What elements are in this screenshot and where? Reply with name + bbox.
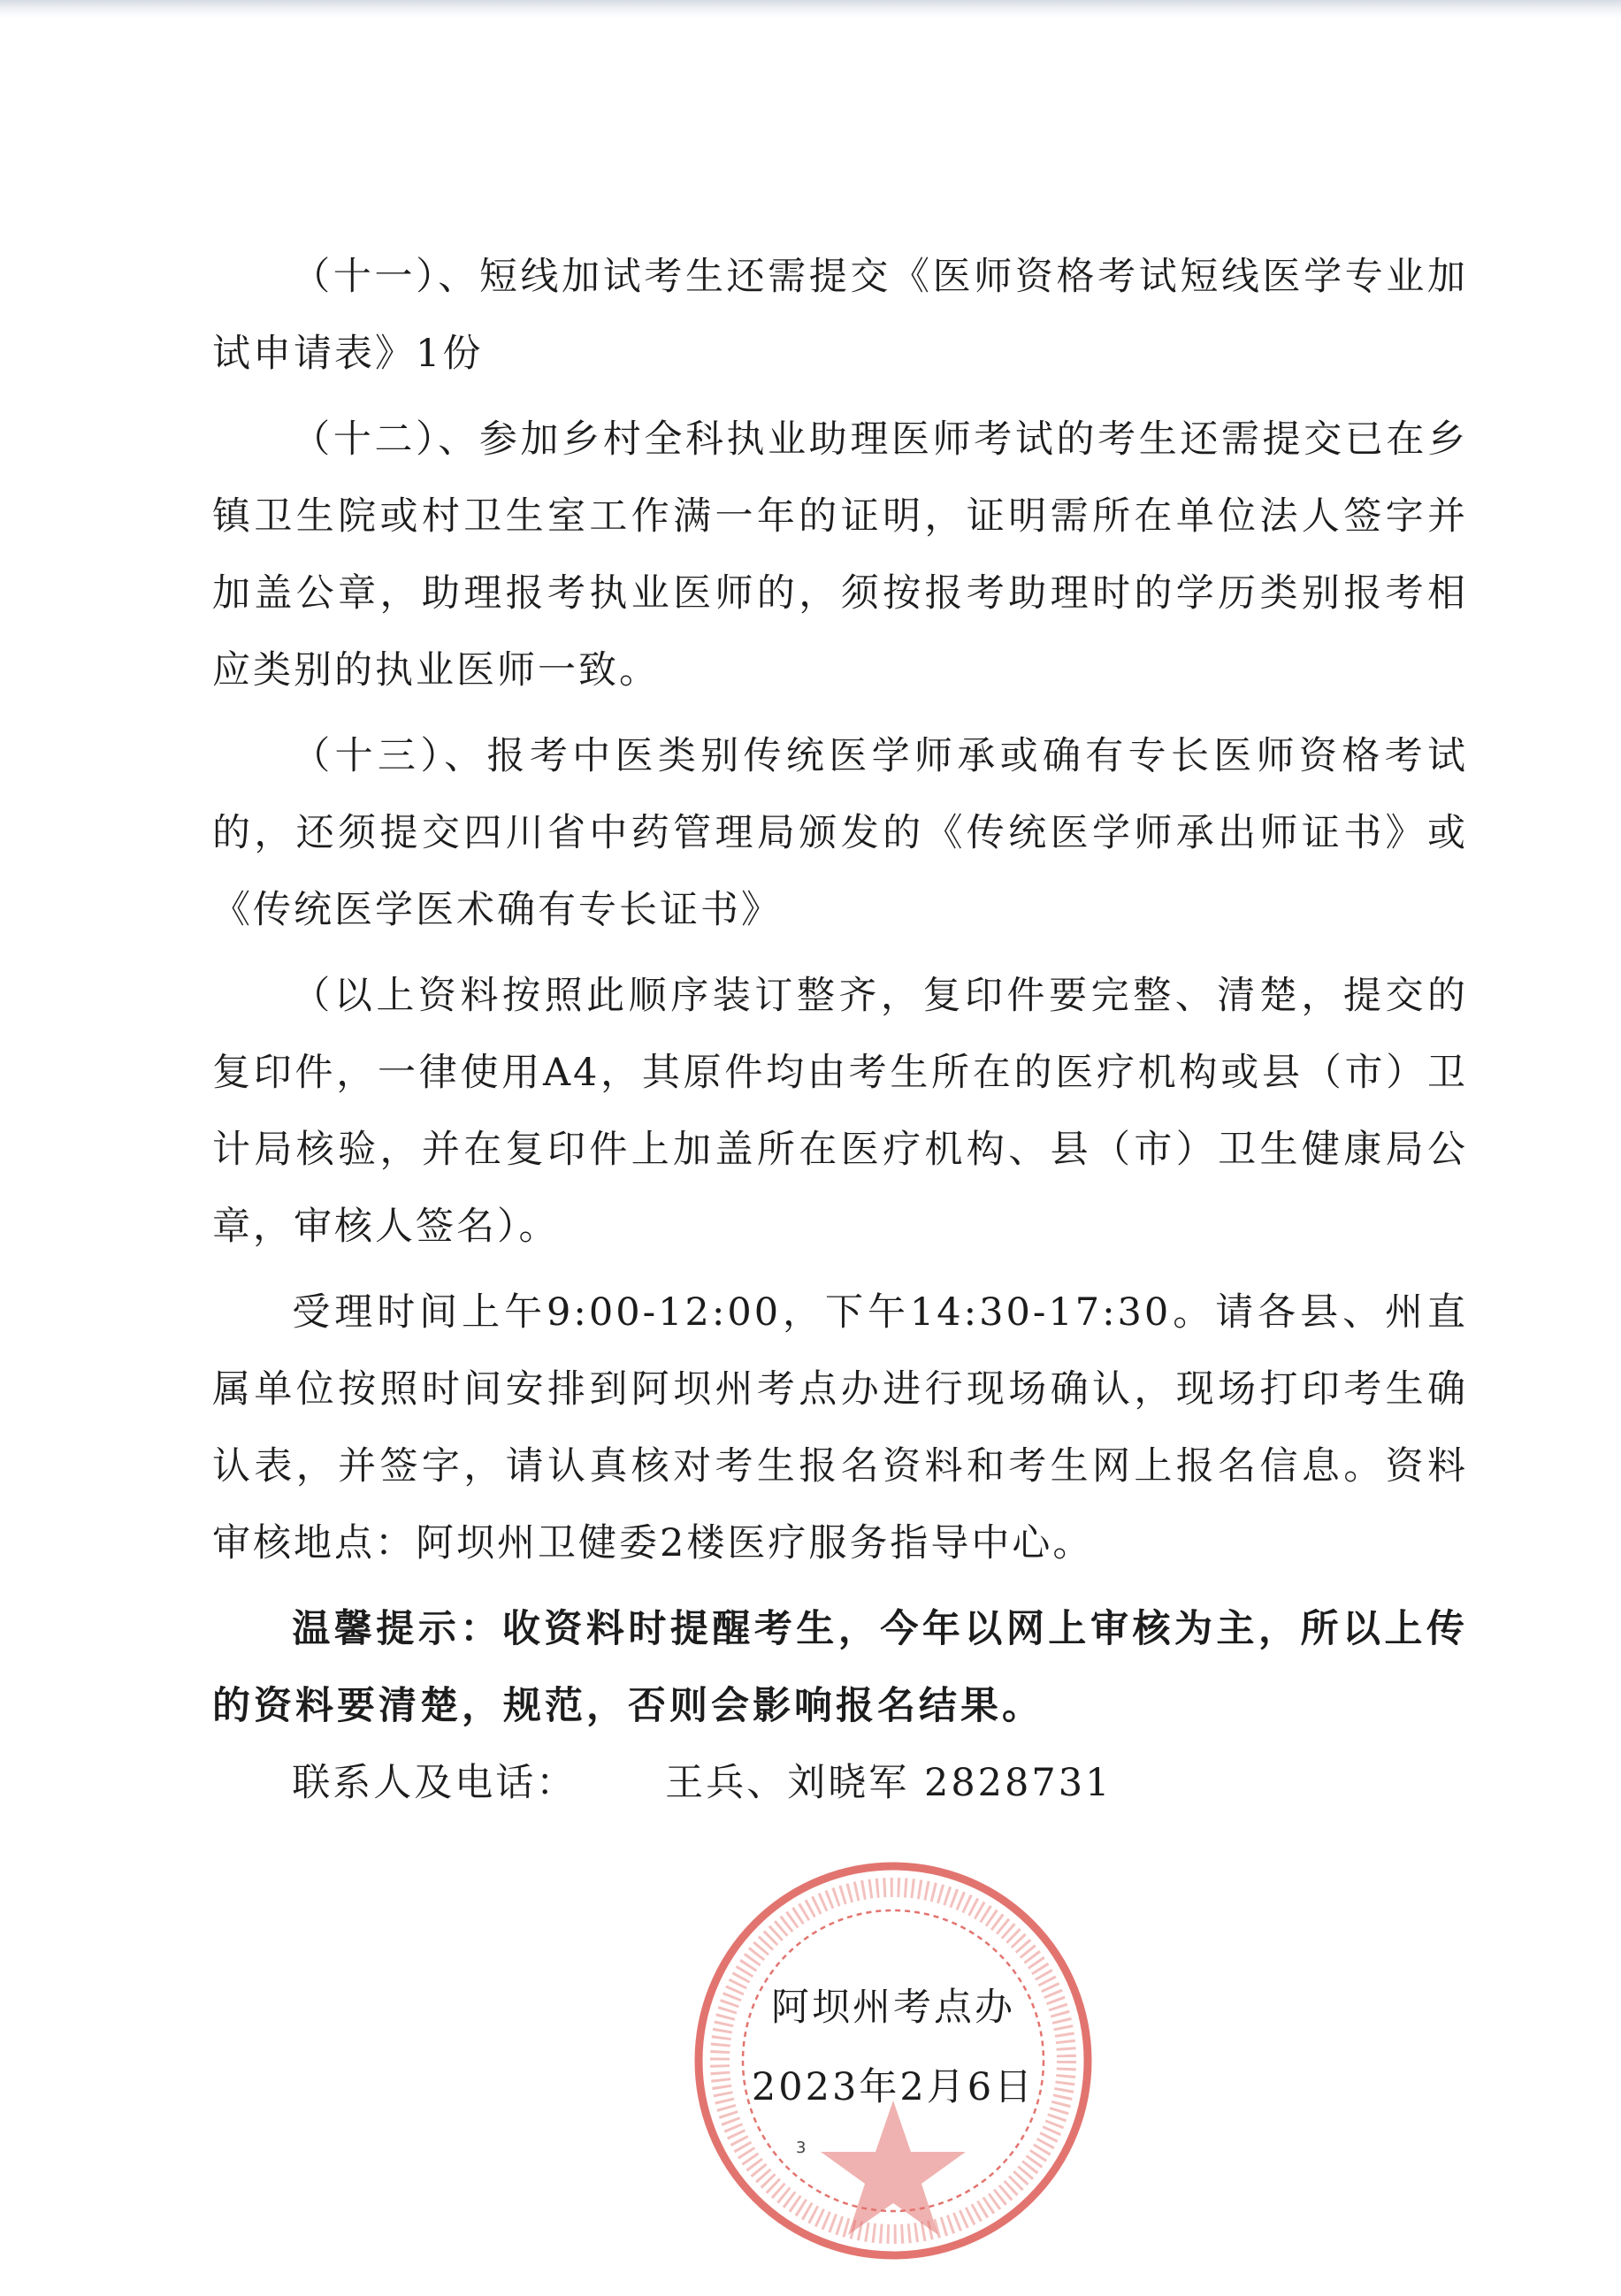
- signature-date: 2023年2月6日: [751, 2065, 1036, 2109]
- contact-value: 王兵、刘晓军 2828731: [665, 1761, 1113, 1805]
- signature-block: [707, 1968, 1079, 2127]
- tip-paragraph: 温馨提示：收资料时提醒考生，今年以网上审核为主，所以上传的资料要清楚，规范，否则会影响报名结果。: [212, 1607, 1468, 1728]
- paragraph-item-12: （十二）、参加乡村全科执业助理医师考试的考生还需提交已在乡镇卫生院或村卫生室工作满一年的证明，证明需所在单位法人签字并加盖公章，助理报考执业医师的，须按报考助理时的学历类别报考相应类别的执业医师一致。: [212, 417, 1468, 693]
- page-number: 3: [796, 2139, 807, 2157]
- scan-edge: [0, 0, 1621, 18]
- document-body: [212, 239, 1468, 1822]
- signature-org: 阿坝州考点办: [771, 1986, 1015, 2030]
- paragraph-item-11: （十一）、短线加试考生还需提交《医师资格考试短线医学专业加试申请表》1份: [212, 255, 1468, 376]
- paragraph-item-13: （十三）、报考中医类别传统医学师承或确有专长医师资格考试的，还须提交四川省中药管理局颁发的《传统医学师承出师证书》或《传统医学医术确有专长证书》: [212, 734, 1468, 932]
- contact-label: 联系人及电话：: [292, 1761, 577, 1805]
- paragraph-binding-note: （以上资料按照此顺序装订整齐，复印件要完整、清楚，提交的复印件，一律使用A4，其原件均由考生所在的医疗机构或县（市）卫计局核验，并在复印件上加盖所在医疗机构、县（市）卫生健康局公章，审核人签名）。: [212, 974, 1468, 1249]
- paragraph-schedule: 受理时间上午9:00-12:00，下午14:30-17:30。请各县、州直属单位按照时间安排到阿坝州考点办进行现场确认，现场打印考生确认表，并签字，请认真核对考生报名资料和考生网上报名信息。资料审核地点：阿坝州卫健委2楼医疗服务指导中心。: [212, 1290, 1468, 1565]
- contact-row: [212, 1745, 1468, 1822]
